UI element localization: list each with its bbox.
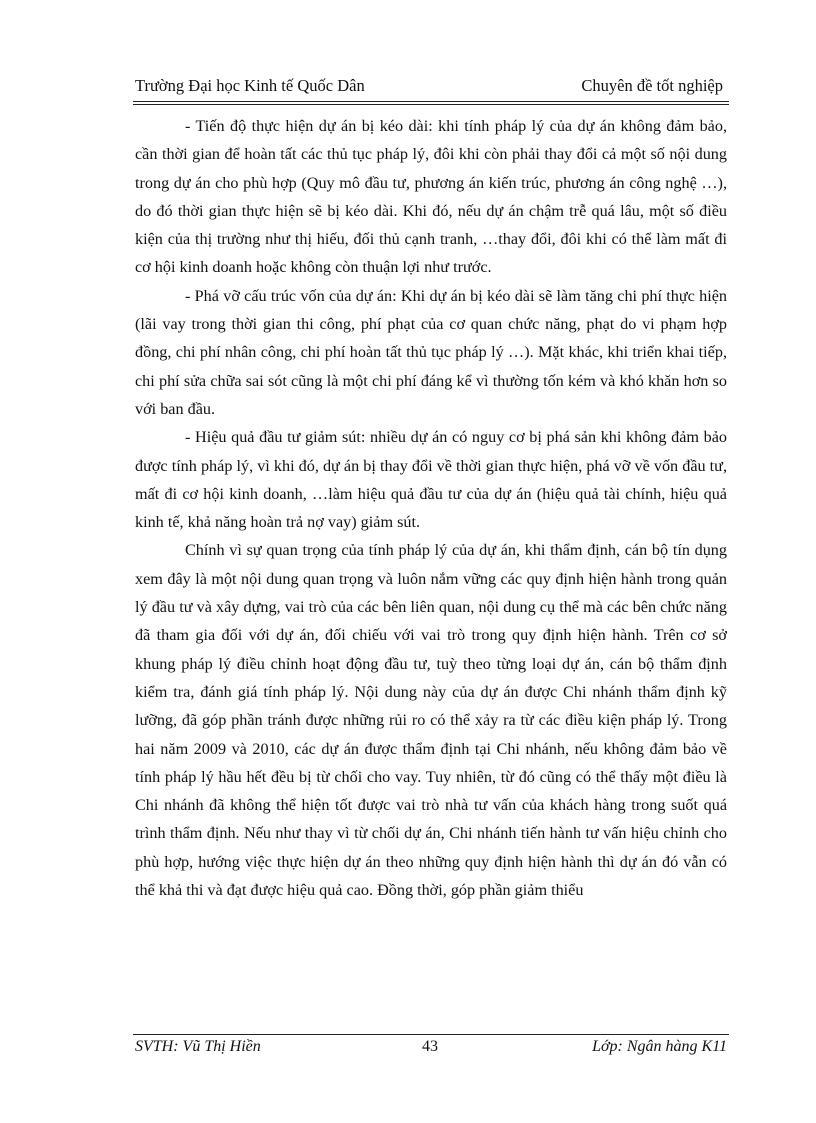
paragraph-progress-delay: - Tiến độ thực hiện dự án bị kéo dài: khi tính pháp lý của dự án không đảm bảo, cần thời gian để hoàn tất các thủ tục pháp lý, đôi khi còn phải thay đổi cả một số nội dung trong dự án cho phù hợp (Quy mô đầu tư, phương án kiến trúc, phương án công nghệ …), do đó thời gian thực hiện sẽ bị kéo dài. Khi đó, nếu dự án chậm trễ quá lâu, một số điều kiện của thị trường như thị hiếu, đối thủ cạnh tranh, …thay đổi, đôi khi có thể làm mất đi cơ hội kinh doanh hoặc không còn thuận lợi như trước. (135, 117, 727, 277)
page-number: 43 (422, 1038, 438, 1055)
paragraph-legal-importance: Chính vì sự quan trọng của tính pháp lý của dự án, khi thẩm định, cán bộ tín dụng xem đây là một nội dung quan trọng và luôn nắm vững các quy định hiện hành trong quản lý đầu tư và xây dựng, vai trò của các bên liên quan, nội dung cụ thể mà các bên chức năng đã tham gia đối với dự án, đối chiếu với vai trò trong quy định hiện hành. Trên cơ sở khung pháp lý điều chỉnh hoạt động đầu tư, tuỳ theo từng loại dự án, cán bộ thẩm định kiểm tra, đánh giá tính pháp lý. Nội dung này của dự án được Chi nhánh thẩm định kỹ lưỡng, đã góp phần tránh được những rủi ro có thể xảy ra từ các điều kiện pháp lý. Trong hai năm 2009 và 2010, các dự án được thẩm định tại Chi nhánh, nếu không đảm bảo về tính pháp lý hầu hết đều bị từ chối cho vay. Tuy nhiên, từ đó cũng có thể thấy một điều là Chi nhánh đã không thể hiện tốt được vai trò nhà tư vấn của khách hàng trong suốt quá trình thẩm định. Nếu như thay vì từ chối dự án, Chi nhánh tiến hành tư vấn hiệu chỉnh cho phù hợp, hướng việc thực hiện dự án theo những quy định hiện hành thì dự án đó vẫn có thể khả thi và đạt được hiệu quả cao. Đồng thời, góp phần giảm thiểu (135, 541, 727, 900)
page-header (135, 74, 725, 100)
footer-divider (133, 1034, 729, 1035)
footer-author: SVTH: Vũ Thị Hiền (135, 1038, 261, 1055)
document-body (135, 112, 727, 904)
header-title: Chuyên đề tốt nghiệp (581, 76, 723, 95)
header-school: Trường Đại học Kinh tế Quốc Dân (135, 76, 365, 95)
header-divider (133, 101, 729, 105)
paragraph-investment-efficiency: - Hiệu quả đầu tư giảm sút: nhiều dự án có nguy cơ bị phá sản khi không đảm bảo được tính pháp lý, vì khi đó, dự án bị thay đổi về thời gian thực hiện, phá vỡ về vốn đầu tư, mất đi cơ hội kinh doanh, …làm hiệu quả đầu tư của dự án (hiệu quả tài chính, hiệu quả kinh tế, khả năng hoàn trả nợ vay) giảm sút. (135, 428, 727, 532)
footer-class: Lớp: Ngân hàng K11 (592, 1038, 727, 1055)
paragraph-capital-structure: - Phá vỡ cấu trúc vốn của dự án: Khi dự án bị kéo dài sẽ làm tăng chi phí thực hiện (lãi vay trong thời gian thi công, phí phạt của cơ quan chức năng, phạt do vi phạm hợp đồng, chi phí nhân công, chi phí hoàn tất thủ tục pháp lý …). Mặt khác, khi triển khai tiếp, chi phí sửa chữa sai sót cũng là một chi phí đáng kể vì thường tốn kém và khó khăn hơn so với ban đầu. (135, 286, 727, 418)
page-footer (135, 1038, 727, 1062)
